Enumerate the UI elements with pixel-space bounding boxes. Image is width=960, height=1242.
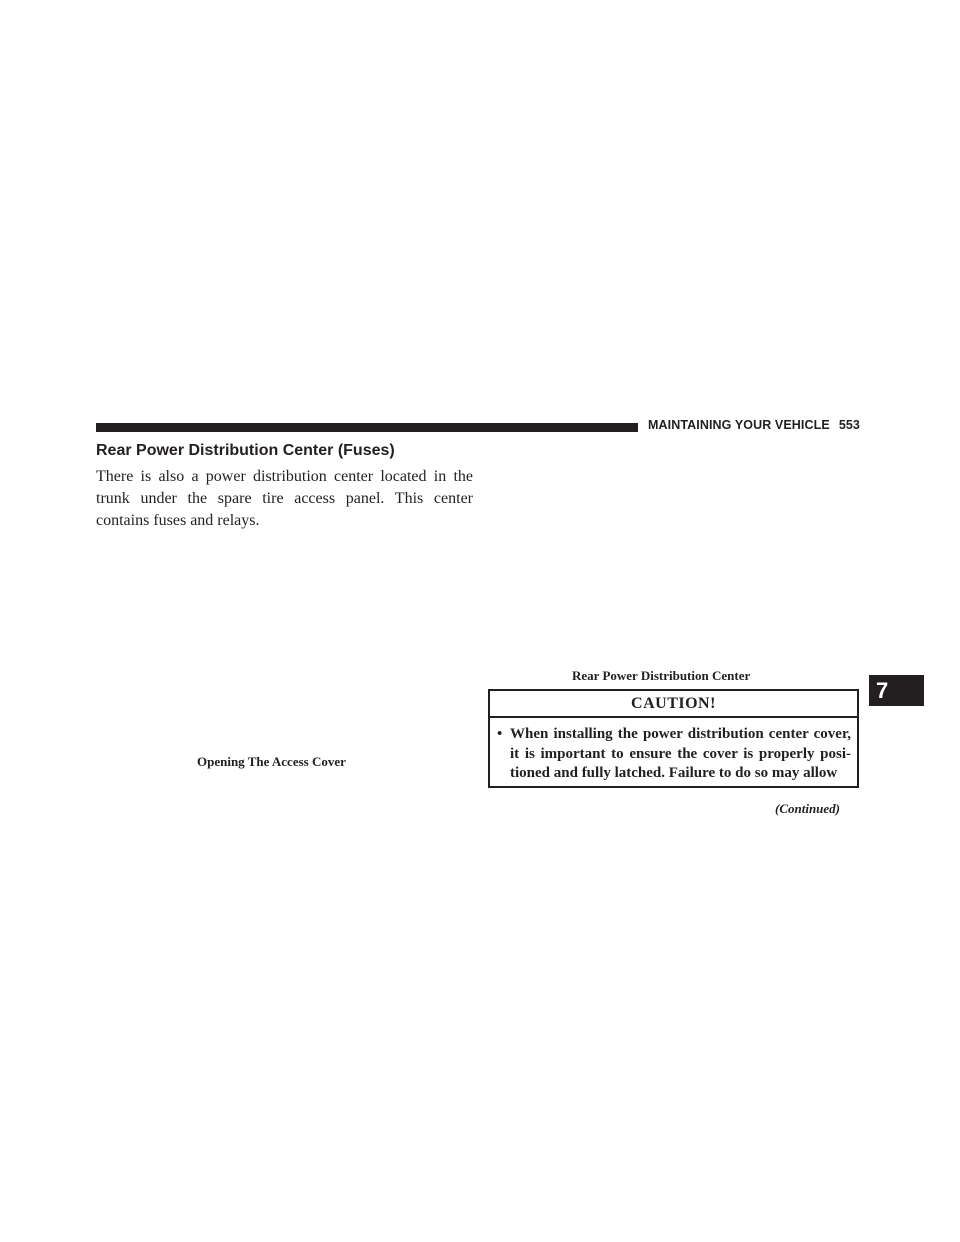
figure-caption-access-cover: Opening The Access Cover: [197, 754, 346, 769]
figure-caption-rear-pdc: Rear Power Distribution Center: [572, 668, 751, 683]
body-paragraph: There is also a power distribution center located in the trunk under the spare tire access panel. This center contains fuses and relays.: [96, 468, 473, 529]
bullet-icon: •: [497, 726, 503, 742]
caution-bullet-text: [490, 725, 857, 784]
caution-box: [488, 689, 859, 788]
caution-text: When installing the power distribution center cover, it is important to ensure the cover is properly posi- tioned and fully latched. Failure to do so may allow: [510, 726, 851, 781]
caution-heading: CAUTION!: [490, 691, 857, 718]
running-head: [648, 418, 860, 432]
page-number: 553: [838, 418, 860, 432]
continued-label: (Continued): [775, 801, 841, 816]
header-rule: [96, 423, 638, 432]
running-head-section: MAINTAINING YOUR VEHICLE: [648, 418, 830, 432]
chapter-tab: 7: [869, 675, 924, 706]
section-title: Rear Power Distribution Center (Fuses): [96, 442, 395, 459]
